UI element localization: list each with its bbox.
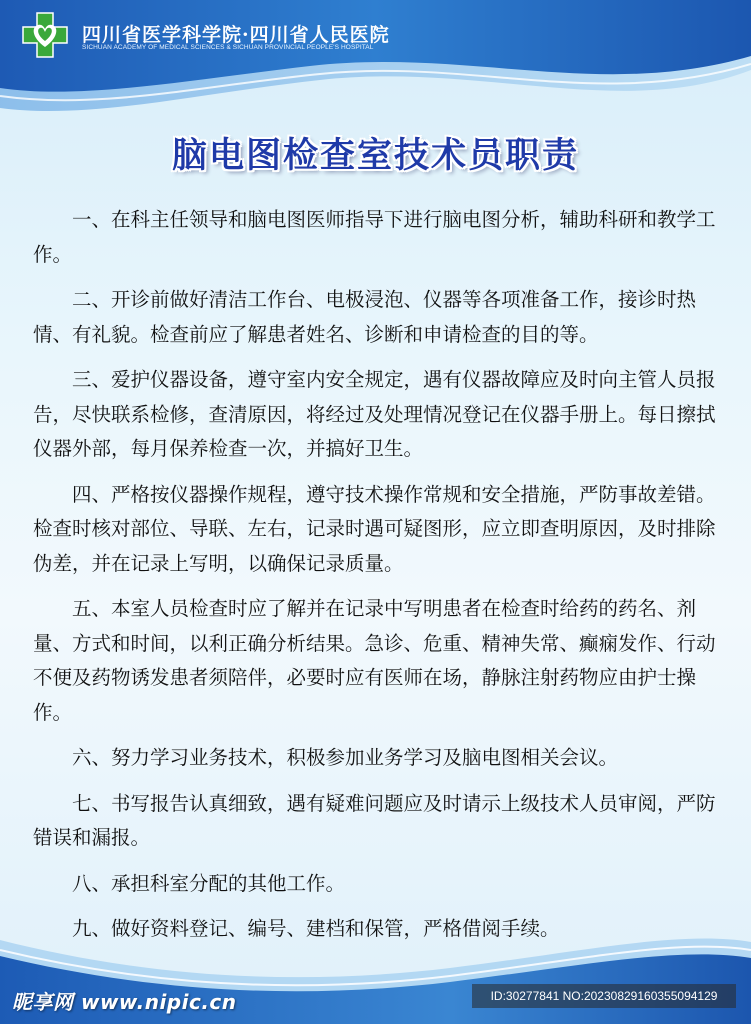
org-name-english: SICHUAN ACADEMY OF MEDICAL SCIENCES & SICHUAN PROVINCIAL PEOPLE'S HOSPITAL [82, 44, 374, 51]
duty-item: 三、爱护仪器设备，遵守室内安全规定，遇有仪器故障应及时向主管人员报告，尽快联系检修，查清原因，将经过及处理情况登记在仪器手册上。每日擦拭仪器外部，每月保养检查一次，并搞好卫生。 [33, 368, 716, 460]
watermark-brand: 昵享网 www.nipic.cn [12, 990, 237, 1014]
duty-item: 九、做好资料登记、编号、建档和保管，严格借阅手续。 [72, 917, 560, 940]
page-title: 脑电图检查室技术员职责 [171, 136, 579, 176]
duty-item: 四、严格按仪器操作规程，遵守技术操作常规和安全措施，严防事故差错。检查时核对部位、导联、左右，记录时遇可疑图形，应立即查明原因，及时排除伪差，并在记录上写明，以确保记录质量。 [33, 482, 716, 575]
watermark-id: ID:30277841 NO:20230829160355094129 [472, 984, 736, 1008]
duty-item: 五、本室人员检查时应了解并在记录中写明患者在检查时给药的药名、剂量、方式和时间，以利正确分析结果。急诊、危重、精神失常、癫痫发作、行动不便及药物诱发患者须陪伴，必要时应有医师在场，静脉注射药物应由护士操作。 [33, 597, 716, 724]
duty-item: 七、书写报告认真细致，遇有疑难问题应及时请示上级技术人员审阅，严防错误和漏报。 [33, 791, 716, 849]
duty-list [33, 203, 721, 958]
hospital-cross-heart-icon [22, 12, 68, 58]
duty-item: 一、在科主任领导和脑电图医师指导下进行脑电图分析，辅助科研和教学工作。 [33, 208, 716, 266]
duty-item: 六、努力学习业务技术，积极参加业务学习及脑电图相关会议。 [72, 746, 619, 769]
org-name-chinese: 四川省医学科学院·四川省人民医院 [82, 24, 390, 46]
duty-item: 八、承担科室分配的其他工作。 [72, 871, 346, 895]
duty-item: 二、开诊前做好清洁工作台、电极浸泡、仪器等各项准备工作，接诊时热情、有礼貌。检查前应了解患者姓名、诊断和申请检查的目的等。 [33, 288, 697, 346]
